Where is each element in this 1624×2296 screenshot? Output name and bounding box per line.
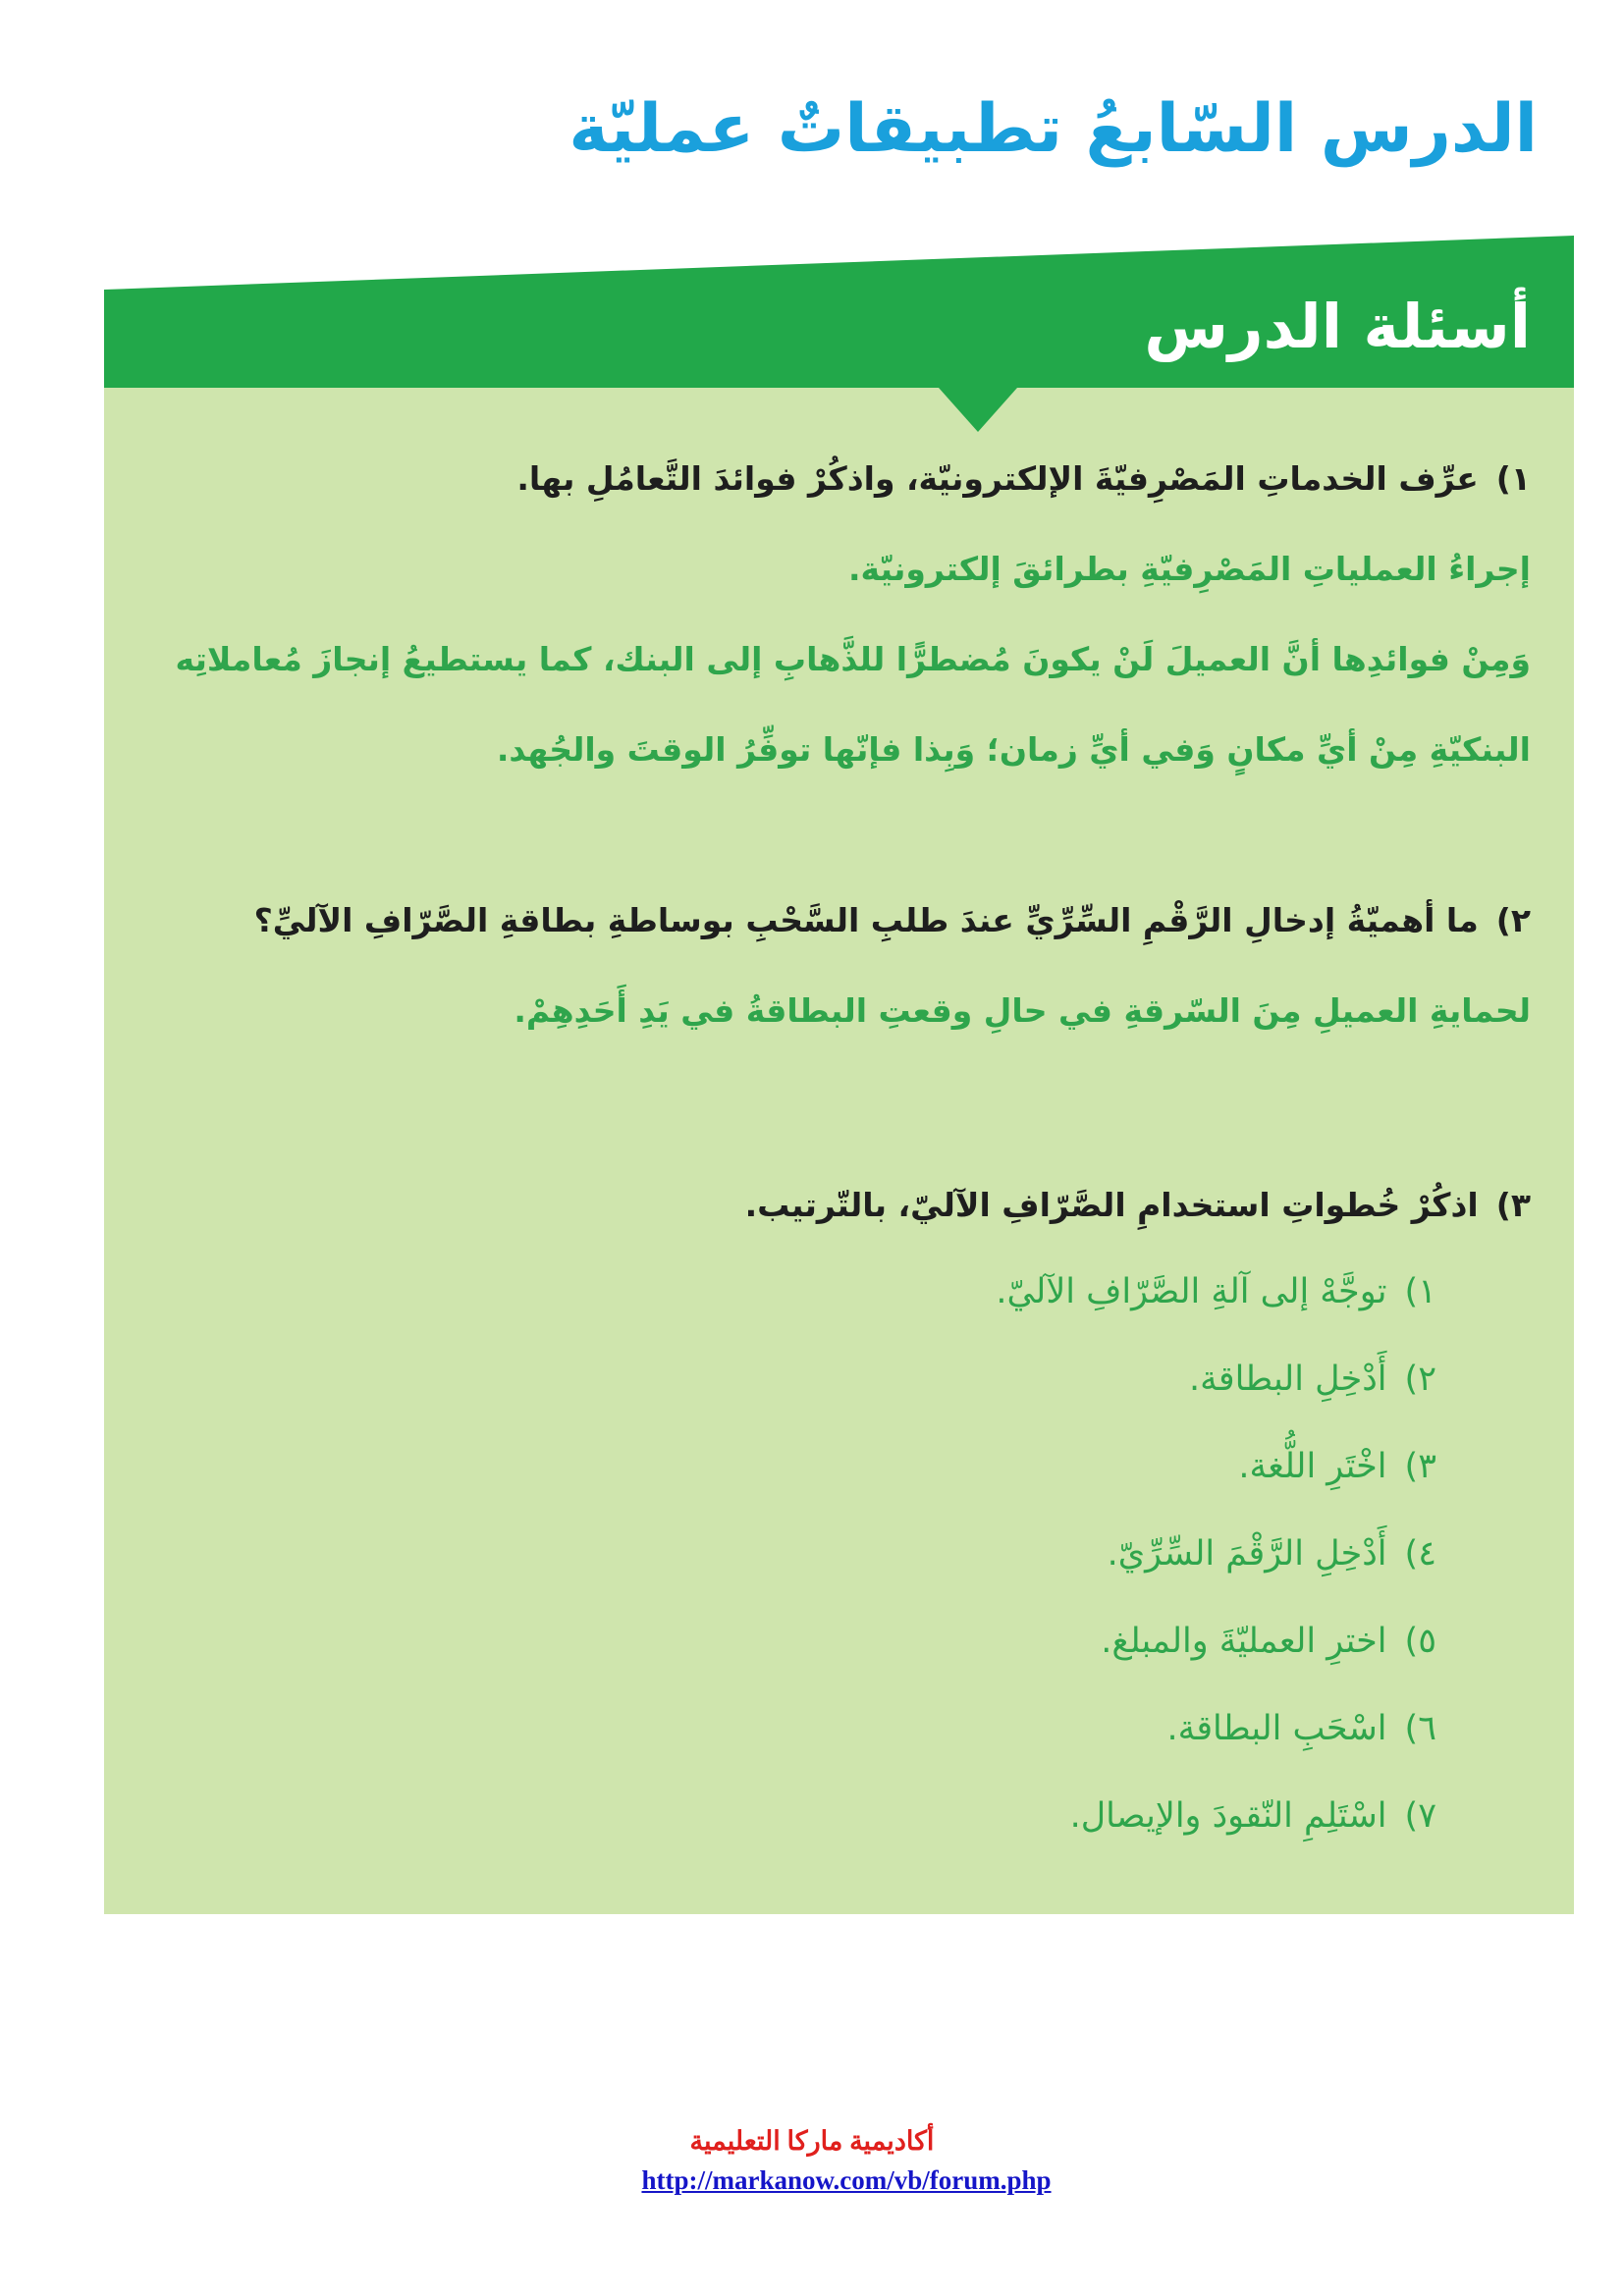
step-number: ٦) [1404, 1709, 1436, 1748]
lesson-title: الدرس السّابعُ تطبيقاتٌ عمليّة [568, 90, 1538, 168]
step-item [147, 1620, 1436, 1663]
step-item [147, 1794, 1436, 1838]
step-number: ٢) [1404, 1360, 1436, 1399]
step-item [147, 1270, 1436, 1313]
step-number: ٤) [1404, 1534, 1436, 1574]
answer-1-line-3: البنكيّةِ مِنْ أيِّ مكانٍ وَفي أيِّ زمان؛ وَبِذا فإنّها توفِّرُ الوقتَ والجُهد. [496, 730, 1531, 769]
step-item [147, 1358, 1436, 1401]
step-text: اخترِ العمليّةَ والمبلغ. [1101, 1622, 1387, 1661]
question-number: ٣) [1495, 1186, 1531, 1224]
question-number: ١) [1495, 459, 1531, 498]
step-item [147, 1707, 1436, 1750]
question-1 [147, 457, 1531, 501]
step-text: اسْحَبِ البطاقة. [1166, 1709, 1387, 1748]
footer-forum-link[interactable]: http://markanow.com/vb/forum.php [641, 2165, 1052, 2195]
step-item [147, 1445, 1436, 1488]
step-text: أَدْخِلِ البطاقة. [1189, 1360, 1387, 1399]
question-2 [147, 899, 1531, 942]
section-title: أسئلة الدرس [1144, 291, 1531, 362]
step-number: ١) [1404, 1272, 1436, 1311]
step-text: اخْتَرِ اللُّغة. [1238, 1447, 1387, 1486]
questions-panel [104, 236, 1574, 1914]
step-item [147, 1532, 1436, 1575]
step-number: ٧) [1404, 1796, 1436, 1836]
answer-1-line-1: إجراءُ العملياتِ المَصْرِفيّةِ بطرائقَ إلكترونيّة. [848, 550, 1531, 588]
question-text: ما أهميّةُ إدخالِ الرَّقْمِ السِّرِّيِّ عندَ طلبِ السَّحْبِ بوساطةِ بطاقةِ الصَّرّافِ الآليِّ؟ [253, 901, 1479, 939]
question-3 [147, 1184, 1531, 1227]
answer-1-line-2: وَمِنْ فوائدِها أنَّ العميلَ لَنْ يكونَ مُضطرًّا للذَّهابِ إلى البنك، كما يستطيعُ إنجازَ مُعاملاتِه [175, 640, 1531, 678]
question-number: ٢) [1495, 901, 1531, 939]
step-text: اسْتَلِمِ النّقودَ والإيصال. [1069, 1796, 1387, 1836]
step-text: توجَّهْ إلى آلةِ الصَّرّافِ الآليّ. [996, 1272, 1387, 1311]
step-text: أَدْخِلِ الرَّقْمَ السِّرِّيّ. [1107, 1534, 1387, 1574]
question-text: اذكُرْ خُطواتِ استخدامِ الصَّرّافِ الآليّ، بالتّرتيب. [744, 1186, 1479, 1224]
question-text: عرِّف الخدماتِ المَصْرِفيّةَ الإلكترونيّة، واذكُرْ فوائدَ التَّعامُلِ بها. [516, 459, 1479, 498]
footer-academy-name: أكاديمية ماركا التعليمية [689, 2126, 935, 2156]
step-number: ٥) [1404, 1622, 1436, 1661]
step-number: ٣) [1404, 1447, 1436, 1486]
panel-body-shape [104, 290, 1574, 1914]
answer-2-line-1: لحمايةِ العميلِ مِنَ السّرقةِ في حالِ وقعتِ البطاقةُ في يَدِ أَحَدِهِمْ. [514, 991, 1531, 1030]
